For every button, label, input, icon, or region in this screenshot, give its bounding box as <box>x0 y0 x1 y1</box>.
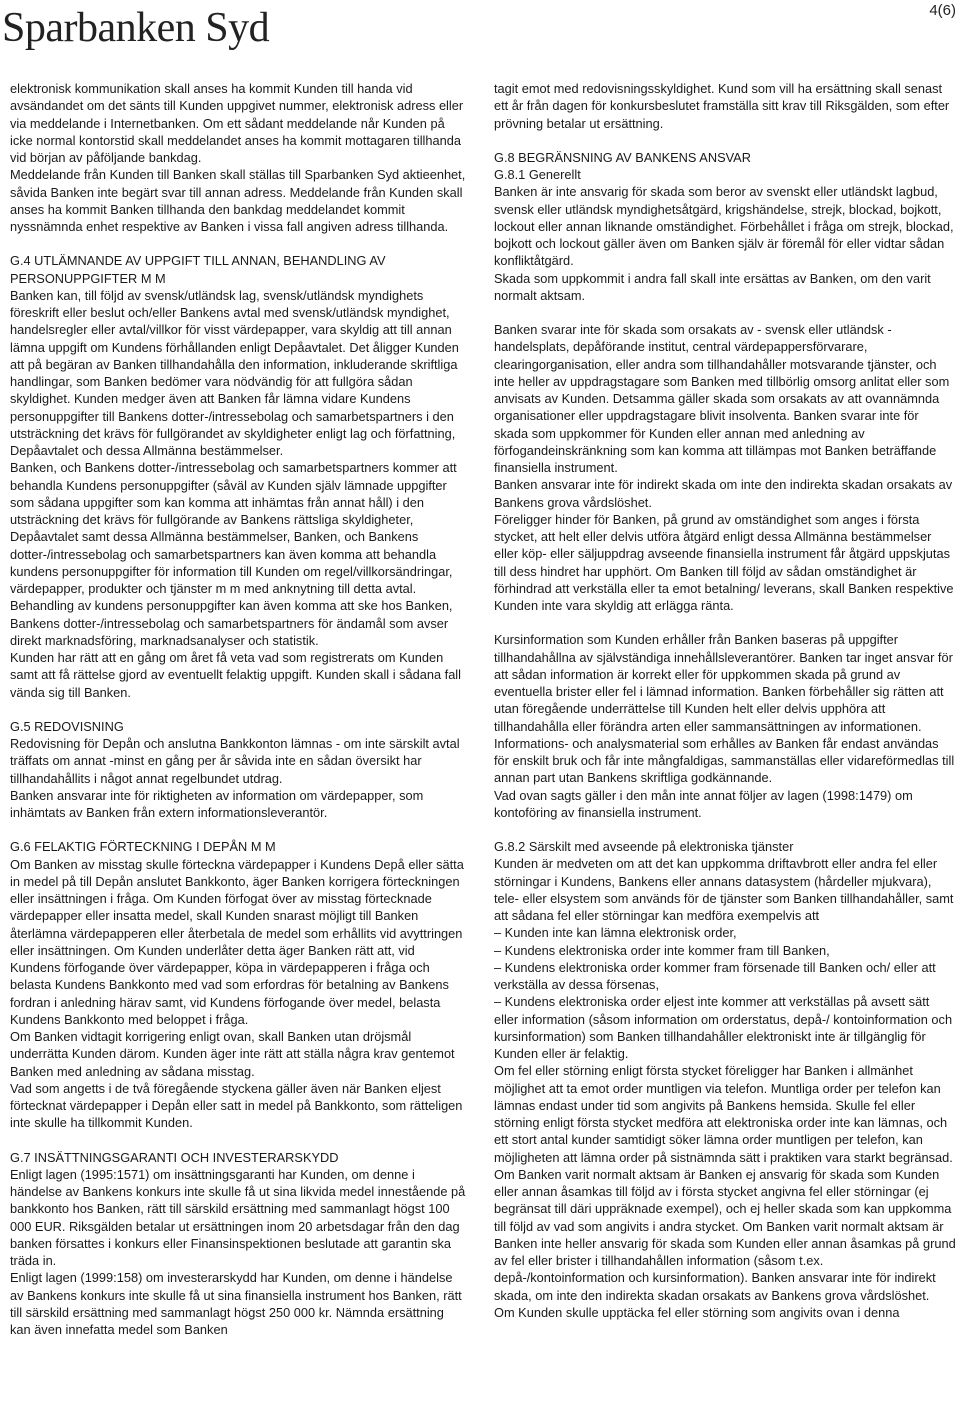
list-item: – Kundens elektroniska order inte kommer fram till Banken, <box>494 942 830 958</box>
paragraph: tagit emot med redovisningsskyldighet. Kund som vill ha ersättning skall senast ett år från dagen för konkursbeslutet framställa sitt krav till Riksgälden, som efter prövning betalar ut ersättning. <box>494 81 950 131</box>
list-item: – Kundens elektroniska order kommer fram försenade till Banken och/ eller att verkställa av dessa försenas, <box>494 959 936 992</box>
paragraph: Banken svarar inte för skada som orsakats av - svensk eller utländsk - handelsplats, depåförande institut, central värdepappersförvarare, clearingorganisation, eller andra som tillhandahåller motsvarande tjänster, och inte heller av uppdragstagare som Banken med tillbörlig omsorg anlitat eller som anvisats av Kunden. Detsamma gäller skada som orsakats av att ovannämnda organisationer eller uppdragstagare blivit insolventa. Banken svarar inte för skada som uppkommer för Kunden eller annan med anledning av förfogandeinskränkning som kan komma att tillämpas mot Banken beträffande finansiella instrument. <box>494 322 950 475</box>
page-number: 4(6) <box>929 2 956 19</box>
paragraph: Redovisning för Depån och anslutna Bankkonton lämnas - om inte särskilt avtal träffats om annat -minst en gång per år såvida inte en sådan översikt har tillhandahållits i något annat regelbundet utdrag. <box>10 736 460 786</box>
paragraph: Enligt lagen (1995:1571) om insättningsgaranti har Kunden, om denne i händelse av Bankens konkurs inte skulle få ut sina likvida medel innestående på bankkonto hos Banken, rätt till särskild ersättning med sammanlagt högst 100 000 EUR. Riksgälden betalar ut ersättningen inom 20 arbetsdagar från den dag banken försattes i konkurs eller Finansinspektionen beslutade att garantin ska träda in. <box>10 1166 466 1268</box>
paragraph: Skada som uppkommit i andra fall skall inte ersättas av Banken, om den varit normalt aktsam. <box>494 270 931 303</box>
subsection-heading-g82: G.8.2 Särskilt med avseende på elektroniska tjänster <box>494 839 794 854</box>
paragraph: Kunden är medveten om att det kan uppkomma driftavbrott eller andra fel eller störningar i Kundens, Bankens eller annans datasystem (hårdeller mjukvara), tele- eller elsystem som används för de tjänster som Banken tillhandahåller, samt att sådana fel eller störningar kan medföra exempelvis att <box>494 856 954 923</box>
paragraph: Kursinformation som Kunden erhåller från Banken baseras på uppgifter tillhandahållna av självständiga innehållsleverantörer. Banken tar inget ansvar för att sådan information är korrekt eller för uppkommen skada på grund av eventuella brister eller fel i lämnad information. Banken förbehåller sig rätten att utan föregående underrättelse till Kunden helt eller delvis upphöra att tillhandahålla eller förändra arten eller sammansättningen av informationen. Informations- och analysmaterial som erhålles av Banken får endast användas för enskilt bruk och får inte mångfaldigas, sammanställas eller vidareförmedlas till annan part utan Bankens skriftliga godkännande. <box>494 632 955 786</box>
paragraph: elektronisk kommunikation skall anses ha kommit Kunden till handa vid avsändandet om det sänts till Kunden uppgivet nummer, elektronisk adress eller via meddelande i Internetbanken. Om ett sådant meddelande når Kunden på icke normal kontorstid skall meddelandet anses ha kommit mottagaren tillhanda vid början av påföljande bankdag. <box>10 81 464 165</box>
paragraph: Föreligger hinder för Banken, på grund av omständighet som anges i första stycket, att helt eller delvis utföra åtgärd enligt dessa Allmänna bestämmelser eller köp- eller säljuppdrag avseende finansiella instrument får åtgärd uppskjutas till dess hindret har upphört. Om Banken till följd av sådan omständighet är förhindrad att verkställa eller ta emot betalning/ leverans, skall Banken respektive Kunden inte vara skyldig att erlägga ränta. <box>494 511 954 613</box>
paragraph: Vad ovan sagts gäller i den mån inte annat följer av lagen (1998:1479) om kontoföring av finansiella instrument. <box>494 787 913 820</box>
paragraph: Meddelande från Kunden till Banken skall ställas till Sparbanken Syd aktieenhet, såvida Banken inte begärt svar till annan adress. Meddelande från Kunden skall anses ha kommit Banken tillhanda den bankdag meddelandet kommit nyssnämnda enhet respektive av Banken i vissa fall angiven adress tillhanda. <box>10 167 466 234</box>
paragraph: Banken kan, till följd av svensk/utländsk lag, svensk/utländsk myndighets föreskrift eller beslut och/eller Bankens avtal med svensk/utländsk myndighet, handelsregler eller avtal/villkor för visst värdepapper, vara skyldig att till annan lämna uppgift om Kundens förhållanden enligt Depåavtalet. Det åligger Kunden att på begäran av Banken tillhandahålla den information, inkluderande skriftliga handlingar, som Banken bedömer vara nödvändig för att fullgöra sådan skyldighet. Kunden medger även att Banken får lämna vidare Kundens personuppgifter till Bankens dotter-/intressebolag och samarbetspartners i den utsträckning det krävs för fullgörandet av skyldigheter enligt lag och författning, Depåavtalet och dessa Allmänna bestämmelser. <box>10 287 459 458</box>
list-item: – Kundens elektroniska order eljest inte kommer att verkställas på avsett sätt eller information (såsom information om orderstatus, depå-/ kontoinformation och kursinformation) som Banken tillhandahåller elektroniskt inte är tillgänglig för Kunden eller är felaktig. <box>494 994 953 1061</box>
paragraph: Om fel eller störning enligt första stycket föreligger har Banken i allmänhet möjlighet att ta emot order muntligen via telefon. Muntliga order per telefon kan lämnas endast under tid som angivits på Bankens hemsida. Skulle fel eller störning enligt första stycket medföra att elektroniska order inte kan lämnas, och ett stort antal kunder samtidigt söker lämna order muntligen per telefon, kan möjligheten att lämna order på sistnämnda sätt i praktiken vara starkt begränsad. <box>494 1063 953 1165</box>
bank-logo: Sparbanken Syd <box>2 5 270 51</box>
paragraph: Vad som angetts i de två föregående styckena gäller även när Banken eljest förtecknat värdepapper i Depån eller satt in medel på Bankkonto, som rätteligen inte skulle ha tillkommit Kunden. <box>10 1080 463 1131</box>
paragraph: Banken ansvarar inte för indirekt skada om inte den indirekta skadan orsakats av Bankens grova vårdslöshet. <box>494 477 953 510</box>
list-item: – Kunden inte kan lämna elektronisk order, <box>494 925 737 941</box>
left-column <box>10 80 466 1338</box>
paragraph: Om Banken av misstag skulle förteckna värdepapper i Kundens Depå eller sätta in medel på till Depån anslutet Bankkonto, äger Banken korrigera förteckningen eller insättningen i fråga. Om Kunden förfogat över av misstag förtecknade värdepapper eller insatta medel, skall Kunden snarast möjligt till Banken återlämna värdepapperen eller återbetala de medel som erhållits vid avyttringen eller insättningen. Om Kunden underlåter detta äger Banken rätt att, vid Kundens förfogande över värdepapper, köpa in värdepapperen i fråga och belasta Kundens Bankkonto med vad som erfordras för betalning av Bankens fordran i anledning härav samt, vid Kundens förfogande över medel, belasta Kundens Bankkonto med beloppet i fråga. <box>10 856 464 1027</box>
paragraph: Banken ansvarar inte för riktigheten av information om värdepapper, som inhämtats av Banken från extern informationsleverantör. <box>10 787 424 820</box>
paragraph: Om Kunden skulle upptäcka fel eller störning som angivits ovan i denna <box>494 1304 900 1320</box>
paragraph: Banken, och Bankens dotter-/intressebolag och samarbetspartners kommer att behandla Kundens personuppgifter (såväl av Kunden själv lämnade uppgifter som sådana uppgifter som kan komma att inhämtas från annat håll) i den utsträckning det krävs för fullgörande av Bankens rättsliga skyldigheter, Depåavtalet samt dessa Allmänna bestämmelser, Banken, och Bankens dotter-/intressebolag och samarbetspartners kan även komma att behandla kundens personuppgifter för information till Kunden om regel/villkorsändringar, värdepapper, produkter och tjänster m m med anknytning till detta avtal. Behandling av kundens personuppgifter kan även komma att ske hos Banken, Bankens dotter-/intressebolag och samarbetspartners för ändamål som avser direkt marknadsföring, marknadsanalyser och statistik. <box>10 460 457 648</box>
right-column <box>494 80 956 1321</box>
paragraph: Kunden har rätt att en gång om året få veta vad som registrerats om Kunden samt att få rättelse gjord av eventuellt felaktig uppgift. Kunden skall i sådana fall vända sig till Banken. <box>10 650 461 700</box>
paragraph: Om Banken vidtagit korrigering enligt ovan, skall Banken utan dröjsmål underrätta Kunden därom. Kunden äger inte rätt att ställa några krav gentemot Banken med anledning av sådana misstag. <box>10 1029 455 1079</box>
section-heading-g7: G.7 INSÄTTNINGSGARANTI OCH INVESTERARSKYDD <box>10 1149 339 1165</box>
paragraph: Banken är inte ansvarig för skada som beror av svenskt eller utländskt lagbud, svensk eller utländsk myndighetsåtgärd, krigshändelse, strejk, blockad, bojkott, lockout eller annan liknande omständighet. Förbehållet i fråga om strejk, blockad, bojkott och lockout gäller även om Banken själv är föremål för eller vidtar sådan konfliktåtgärd. <box>494 184 954 269</box>
paragraph: Om Banken varit normalt aktsam är Banken ej ansvarig för skada som Kunden eller annan åsamkas till följd av i första stycket angivna fel eller störningar (ej begränsat till däri uppräknade exempel), och ej heller skada som kan uppkomma till följd av vad som angivits i andra stycket. Om Banken varit normalt aktsam är Banken inte heller ansvarig för skada som Kunden eller annan åsamkas på grund av fel eller brister i tillhandahållen information (såsom t.ex. depå-/kontoinformation och kursinformation). Banken ansvarar inte för indirekt skada, om inte den indirekta skadan orsakats av Bankens grova vårdslöshet. <box>494 1166 956 1303</box>
subsection-heading-g81: G.8.1 Generellt <box>494 167 581 182</box>
section-heading-g4: G.4 UTLÄMNANDE AV UPPGIFT TILL ANNAN, BEHANDLING AV PERSONUPPGIFTER M M <box>10 253 386 286</box>
section-heading-g6: G.6 FELAKTIG FÖRTECKNING I DEPÅN M M <box>10 839 276 855</box>
paragraph: Enligt lagen (1999:158) om investerarskydd har Kunden, om denne i händelse av Bankens konkurs inte skulle få ut sina finansiella instrument hos Banken, rätt till särskild ersättning med sammanlagt högst 250 000 kr. Nämnda ersättning kan även innefatta medel som Banken <box>10 1270 462 1337</box>
section-heading-g5: G.5 REDOVISNING <box>10 718 124 734</box>
section-heading-g8: G.8 BEGRÄNSNING AV BANKENS ANSVAR <box>494 149 751 165</box>
